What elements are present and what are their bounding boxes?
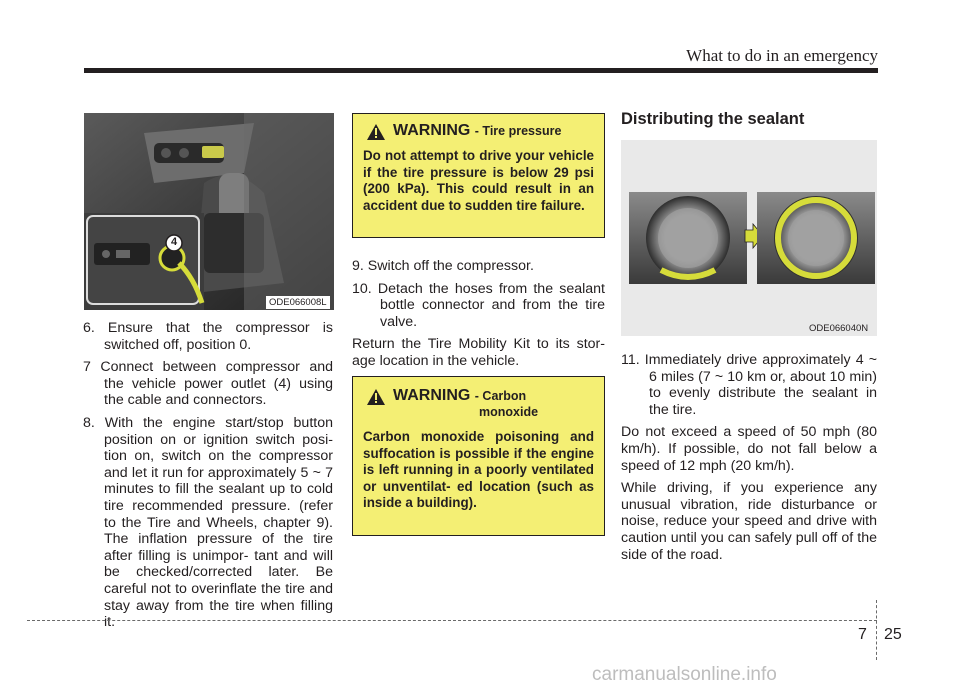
warning-tire-pressure <box>352 113 605 238</box>
footer-rule <box>27 620 877 621</box>
step-10: 10. Detach the hoses from the sealant bottle connector and from the tire valve. <box>352 280 605 330</box>
callout-number: 4 <box>170 236 178 248</box>
step-8: 8. With the engine start/stop button position on or ignition switch posi- tion on, switch on the compressor and let it run for approximately 5 ~ 7 minutes to fill the sealant up to cold tire recommended pressure. (refer to the Tire and Wheels, chapter 9). The inflation pressure of the tire after filling is unimpor- tant and will be checked/corrected later. Be careful not to overinflate the tire and stay away from the tire when filling it. <box>83 414 333 631</box>
warning-body: Carbon monoxide poisoning and suffocation is possible if the engine is left running in a poorly ventilated or unventilat- ed location (such as inside a building). <box>363 429 594 511</box>
page-header-title: What to do in an emergency <box>686 46 878 65</box>
left-steps <box>83 320 333 637</box>
chapter-number: 7 <box>858 626 867 643</box>
center-console-illustration <box>84 113 334 310</box>
warning-heading <box>393 122 561 140</box>
watermark: carmanualsonline.info <box>592 664 777 685</box>
warning-icon <box>367 124 385 140</box>
warning-label: WARNING <box>393 122 471 139</box>
compressor-photo <box>84 113 334 310</box>
warning-label: WARNING <box>393 387 471 404</box>
warning-subtitle-line2: monoxide <box>479 405 539 419</box>
footer-divider <box>876 600 877 660</box>
tire-illustration <box>621 140 877 336</box>
step-11: 11. Immediately drive approximately 4 ~ 6 miles (7 ~ 10 km or, about 10 min) to evenly distribute the sealant in the tire. <box>621 352 877 418</box>
speed-limit-text: Do not exceed a speed of 50 mph (80 km/h). If possible, do not fall below a speed of 12 mph (20 km/h). <box>621 424 877 474</box>
sealant-distribution-photo <box>621 140 877 336</box>
driving-caution-text: While driving, if you experience any unusual vibration, ride disturbance or noise, reduce your speed and drive with caution until you can safely pull off of the side of the road. <box>621 480 877 563</box>
warning-body: Do not attempt to drive your vehicle if the tire pressure is below 29 psi (200 kPa). This could result in an accident due to sudden tire failure. <box>363 148 594 213</box>
warning-subtitle: - Tire pressure <box>474 124 562 138</box>
warning-subtitle: - Carbon <box>474 389 527 403</box>
middle-steps <box>352 258 605 376</box>
photo-caption: ODE066008L <box>266 296 330 309</box>
right-steps <box>621 352 877 569</box>
step-9: 9. Switch off the compressor. <box>352 258 534 274</box>
page-number: 25 <box>884 626 902 643</box>
section-title: Distributing the sealant <box>621 110 805 128</box>
photo-caption: ODE066040N <box>809 323 869 334</box>
warning-icon <box>367 389 385 405</box>
warning-heading <box>393 387 526 405</box>
warning-carbon-monoxide <box>352 376 605 536</box>
header-rule <box>84 68 878 73</box>
return-kit-text: Return the Tire Mobility Kit to its stor- age location in the vehicle. <box>352 336 605 369</box>
step-6: 6. Ensure that the compressor is switched off, position 0. <box>83 320 333 353</box>
step-7: 7 Connect between compressor and the vehicle power outlet (4) using the cable and connectors. <box>83 359 333 409</box>
